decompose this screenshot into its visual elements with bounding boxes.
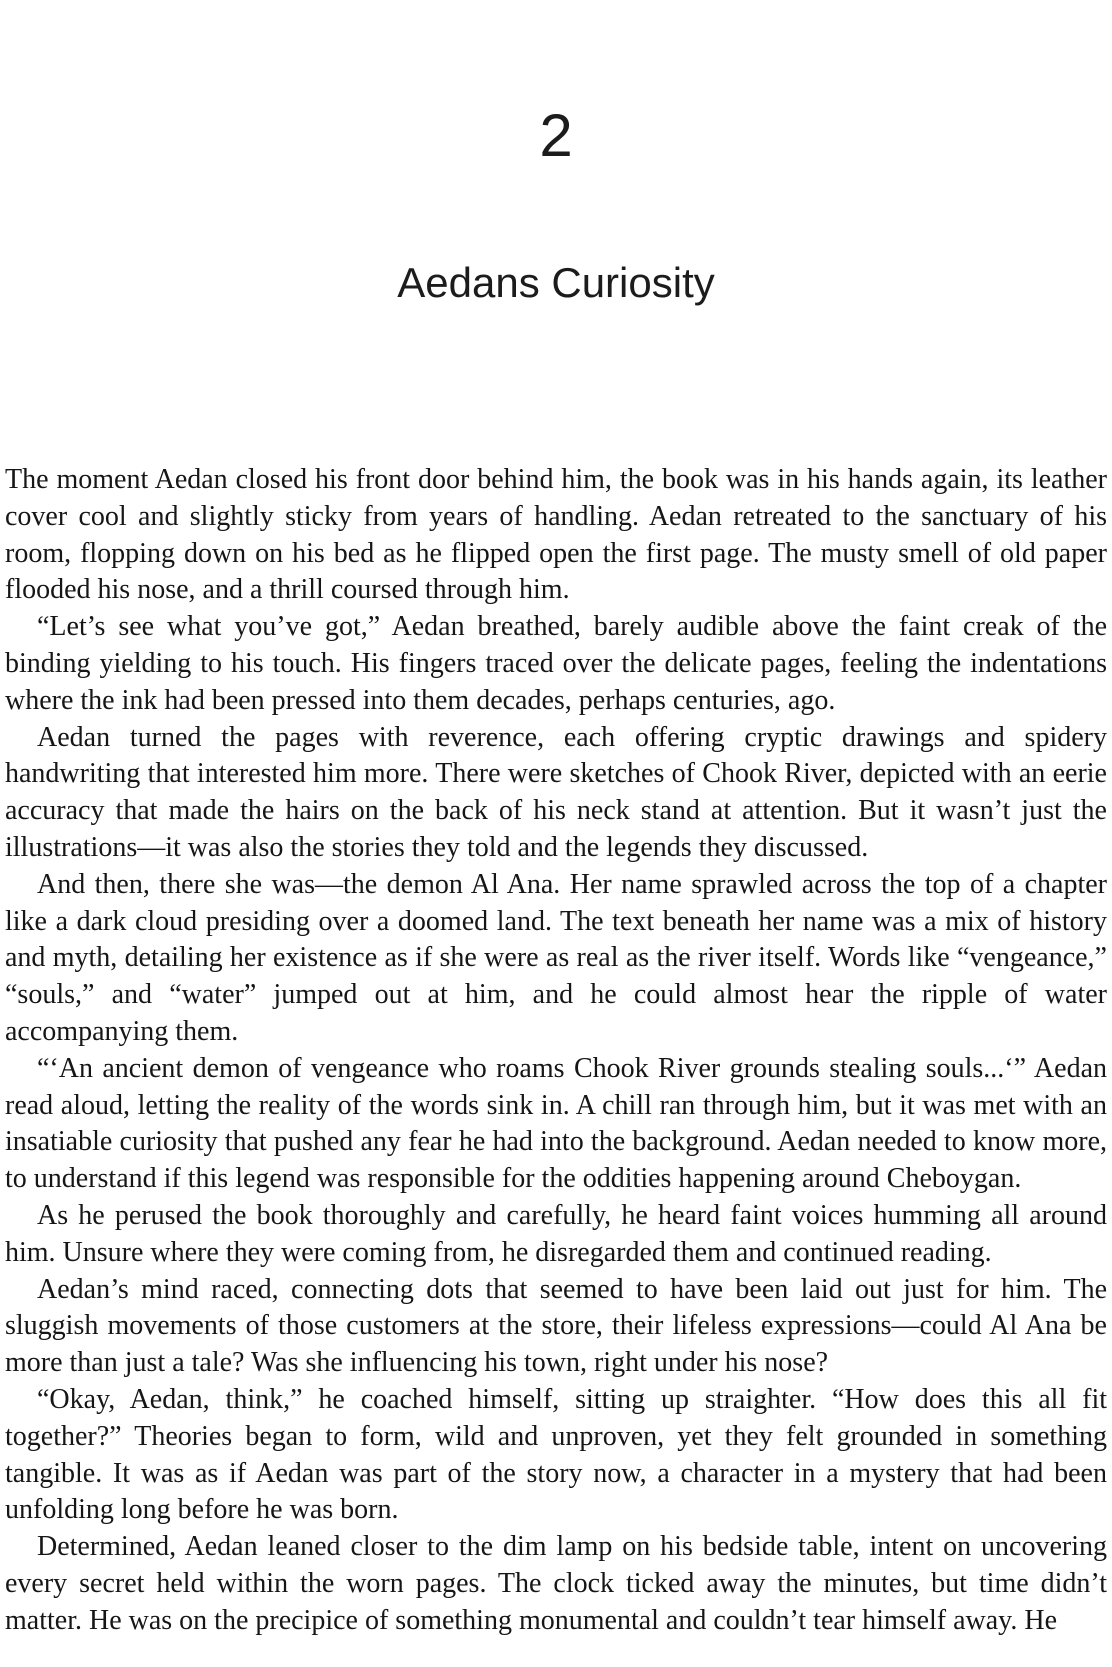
paragraph: Determined, Aedan leaned closer to the dim lamp on his bedside table, intent on uncovering every secret held within the worn pages. The clock ticked away the minutes, but time didn’t matter. He was on the precipice of something monumental and couldn’t tear himself away. He bbox=[5, 1531, 1107, 1636]
paragraph: Aedan turned the pages with reverence, each offering cryptic drawings and spidery handwriting that interested him more. There were sketches of Chook River, depicted with an eerie accuracy that made the hairs on the back of his neck stand at attention. But it wasn’t just the illustrations—it was also the stories they told and the legends they discussed. bbox=[5, 721, 1107, 863]
chapter-body bbox=[0, 462, 1112, 1640]
paragraph: As he perused the book thoroughly and carefully, he heard faint voices humming all around him. Unsure where they were coming from, he disregarded them and continued reading. bbox=[5, 1199, 1107, 1268]
paragraph: “Let’s see what you’ve got,” Aedan breathed, barely audible above the faint creak of the binding yielding to his touch. His fingers traced over the delicate pages, feeling the indentations where the ink had been pressed into them decades, perhaps centuries, ago. bbox=[5, 611, 1107, 716]
paragraph: Aedan’s mind raced, connecting dots that seemed to have been laid out just for him. The sluggish movements of those customers at the store, their lifeless expressions—could Al Ana be more than just a tale? Was she influencing his town, right under his nose? bbox=[5, 1273, 1107, 1379]
paragraph: And then, there she was—the demon Al Ana. Her name sprawled across the top of a chapter like a dark cloud presiding over a doomed land. The text beneath her name was a mix of history and myth, detailing her existence as if she were as real as the river itself. Words like “vengeance,” “souls,” and “water” jumped out at him, and he could almost hear the ripple of water accompanying them. bbox=[5, 868, 1107, 1047]
chapter-title: Aedans Curiosity bbox=[397, 259, 715, 306]
paragraph: The moment Aedan closed his front door behind him, the book was in his hands again, its leather cover cool and slightly sticky from years of handling. Aedan retreated to the sanctuary of his room, flopping down on his bed as he flipped open the first page. The musty smell of old paper flooded his nose, and a thrill coursed through him. bbox=[5, 464, 1107, 606]
chapter-number: 2 bbox=[539, 102, 573, 169]
paragraph: “Okay, Aedan, think,” he coached himself, sitting up straighter. “How does this all fit together?” Theories began to form, wild and unproven, yet they felt grounded in something tangible. It was as if Aedan was part of the story now, a character in a mystery that had been unfolding long before he was born. bbox=[5, 1383, 1107, 1526]
paragraph: “‘An ancient demon of vengeance who roams Chook River grounds stealing souls...‘” Aedan read aloud, letting the reality of the words sink in. A chill ran through him, but it was met with an insatiable curiosity that pushed any fear he had into the background. Aedan needed to know more, to understand if this legend was responsible for the oddities happening around Cheboygan. bbox=[5, 1052, 1107, 1195]
